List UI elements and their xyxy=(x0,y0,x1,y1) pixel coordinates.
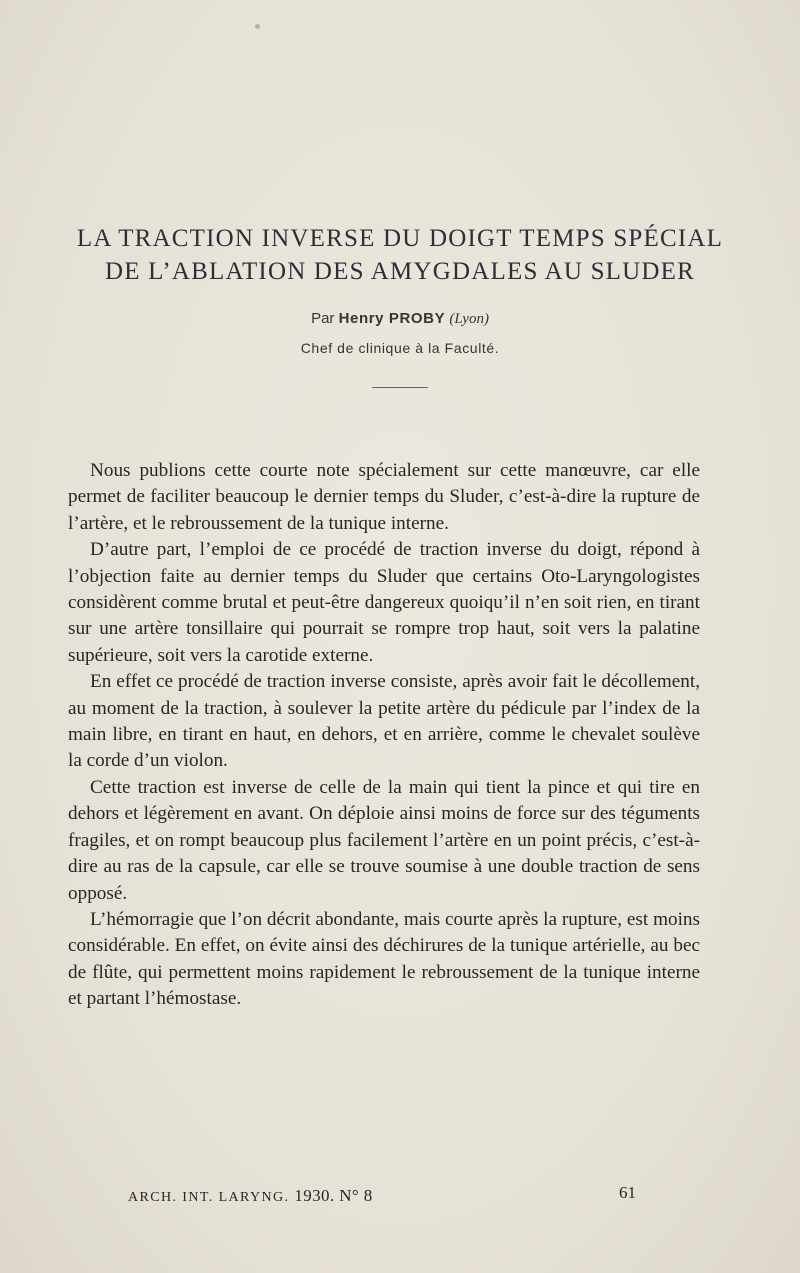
page-number: 61 xyxy=(619,1183,636,1202)
ink-spot xyxy=(255,24,260,29)
paragraph: Cette traction est inverse de celle de la main qui tient la pince et qui tire en dehors et légèrement en avant. On déploie ainsi moins de force sur des téguments fragiles, et on rompt beaucoup plus facilement l’artère en un point précis, c’est-à-dire au ras de la capsule, car elle se trouve soumise à une double traction de sens opposé. xyxy=(68,776,700,904)
article-body xyxy=(68,458,700,1013)
paragraph: En effet ce procédé de traction inverse consiste, après avoir fait le décollement, au moment de la traction, à soulever la petite artère du pédicule par l’index de la main libre, en tirant en haut, en dehors, et en arrière, comme le chevalet soulève la corde d’un violon. xyxy=(68,671,700,772)
byline-prefix: Par xyxy=(311,310,335,327)
byline xyxy=(0,309,800,329)
paragraph: L’hémorragie que l’on décrit abondante, mais courte après la rupture, est moins considérable. En effet, on évite ainsi des déchirures de la tunique artérielle, au bec de flûte, qui permettent moins rapidement le rebroussement de la tunique interne et partant l’hémostase. xyxy=(68,908,700,1010)
title-line-1: LA TRACTION INVERSE DU DOIGT TEMPS SPÉCIAL xyxy=(76,225,724,252)
running-footer xyxy=(128,1186,373,1206)
author-affiliation: Chef de clinique à la Faculté. xyxy=(300,340,500,356)
title-line-2: DE L’ABLATION DES AMYGDALES AU SLUDER xyxy=(104,258,696,285)
paragraph: Nous publions cette courte note spécialement sur cette manœuvre, car elle permet de faciliter beaucoup le dernier temps du Sluder, c’est-à-dire la rupture de l’artère, et le rebroussement de la tunique interne. xyxy=(68,460,700,534)
journal-name: ARCH. INT. LARYNG. xyxy=(128,1190,290,1205)
author-name: Henry PROBY xyxy=(338,310,446,327)
separator-rule xyxy=(372,387,428,388)
author-city: (Lyon) xyxy=(449,311,489,327)
article-title xyxy=(60,222,740,288)
journal-issue: 1930. N° 8 xyxy=(294,1186,373,1205)
paragraph: D’autre part, l’emploi de ce procédé de traction inverse du doigt, répond à l’objection faite au dernier temps du Sluder que certains Oto-Laryngologistes considèrent comme brutal et peut-être dangereux quoiqu’il n’en soit rien, en tirant sur une artère tonsillaire qui pourrait se rompre trop haut, soit vers la palatine supérieure, soit vers la carotide externe. xyxy=(68,539,700,666)
